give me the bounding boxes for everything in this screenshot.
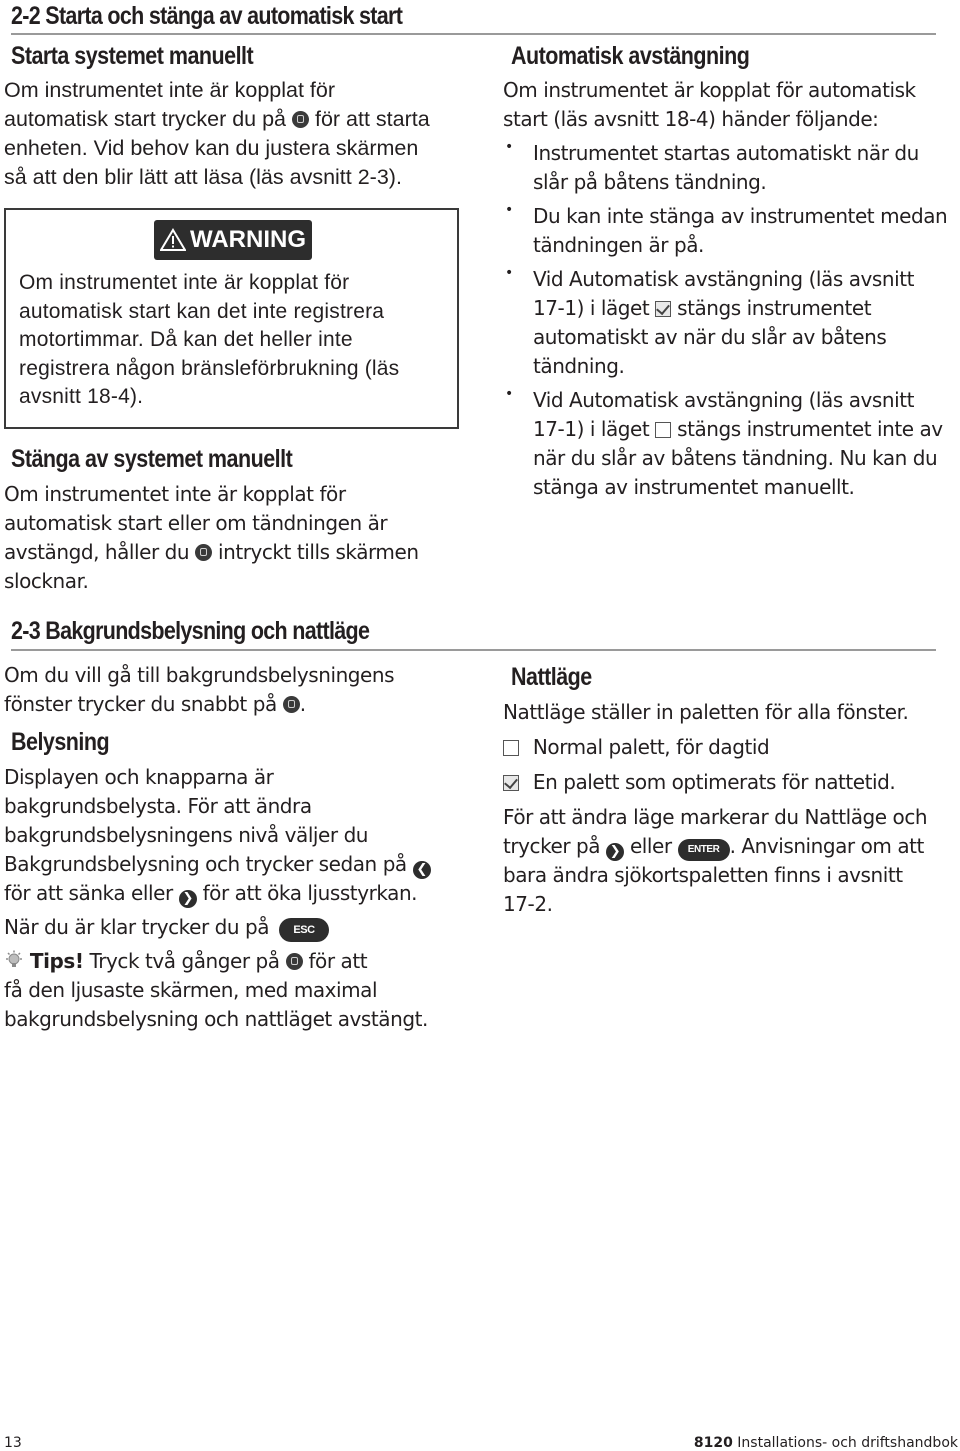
backlight-intro bbox=[4, 661, 474, 719]
text-line: motortimmar. Då kan det heller inte bbox=[19, 328, 353, 351]
text-line bbox=[503, 832, 958, 861]
text-line: Om du vill gå till bakgrundsbelysningens bbox=[4, 663, 395, 687]
text-line bbox=[533, 294, 958, 323]
text-span: Bakgrundsbelysning och trycker sedan på bbox=[4, 852, 407, 876]
text-span: 17-1) i läget bbox=[533, 296, 650, 320]
text-span: . Anvisningar om att bbox=[729, 834, 924, 858]
text-span: intryckt tills skärmen bbox=[218, 540, 419, 564]
text-line: stänga av instrumentet manuellt. bbox=[533, 475, 855, 499]
backlight-heading: Belysning bbox=[11, 728, 110, 756]
list-item bbox=[503, 265, 958, 381]
text-line: • Vid Automatisk avstängning (läs avsnitt bbox=[533, 267, 914, 291]
text-line: tändning. bbox=[533, 354, 625, 378]
list-item bbox=[503, 386, 958, 502]
manual-start-text bbox=[4, 76, 474, 192]
checkbox-unchecked-icon bbox=[655, 422, 671, 438]
list-item bbox=[503, 202, 958, 260]
text-line: Om instrumentet inte är kopplat för bbox=[4, 482, 346, 506]
enter-button-icon: ENTER bbox=[678, 839, 730, 861]
lightbulb-icon bbox=[4, 949, 24, 967]
manual-stop-heading: Stänga av systemet manuellt bbox=[11, 445, 293, 473]
text-line: Om instrumentet är kopplat för automatisk bbox=[503, 78, 916, 102]
text-span: stängs instrumentet inte av bbox=[677, 417, 943, 441]
tips-label: Tips! bbox=[29, 949, 84, 973]
text-line: avsnitt 18-4). bbox=[19, 385, 144, 408]
power-button-icon bbox=[286, 953, 303, 970]
text-span: För att ändra bbox=[187, 794, 312, 818]
manual-footer bbox=[694, 1435, 958, 1451]
text-line bbox=[4, 850, 474, 879]
text-line bbox=[503, 733, 958, 762]
esc-button-icon: ESC bbox=[279, 918, 329, 942]
text-line: 17-2. bbox=[503, 892, 553, 916]
warning-triangle-icon bbox=[160, 228, 186, 252]
checkbox-checked-icon bbox=[655, 301, 671, 317]
text-line: när du slår av båtens tändning. Nu kan du bbox=[533, 446, 938, 470]
text-line: automatisk start eller om tändningen är bbox=[4, 511, 388, 535]
page-number: 13 bbox=[4, 1435, 22, 1451]
text-span: för att bbox=[308, 949, 368, 973]
text-span: bakgrundsbelysta. bbox=[4, 794, 182, 818]
text-line bbox=[533, 415, 958, 444]
checkbox-checked-icon bbox=[503, 775, 519, 791]
text-line bbox=[4, 105, 474, 134]
text-line: slocknar. bbox=[4, 569, 89, 593]
text-line: registrera någon bränsleförbrukning (läs bbox=[19, 356, 400, 380]
text-line: bakgrundsbelysning och nattläget avstängt. bbox=[4, 1007, 428, 1031]
text-span: Tryck två gånger på bbox=[89, 949, 280, 973]
text-span: fönster trycker du snabbt på bbox=[4, 692, 277, 716]
text-span: 17-1) i läget bbox=[533, 417, 650, 441]
right-arrow-button-icon: ❯ bbox=[606, 843, 624, 861]
text-line: bakgrundsbelysningens nivå väljer du bbox=[4, 823, 369, 847]
text-line: • Instrumentet startas automatiskt när du bbox=[533, 141, 919, 165]
text-span: avstängd, håller du bbox=[4, 540, 190, 564]
text-line: få den ljusaste skärmen, med maximal bbox=[4, 978, 378, 1002]
power-button-icon bbox=[195, 544, 212, 561]
text-line: Om instrumentet inte är kopplat för bbox=[4, 78, 336, 102]
text-line: bara ändra sjökortspaletten finns i avsnitt bbox=[503, 863, 903, 887]
text-line bbox=[503, 768, 958, 797]
text-line bbox=[4, 947, 474, 976]
power-button-icon bbox=[292, 111, 309, 128]
manual-title: Installations- och driftshandbok bbox=[737, 1435, 958, 1451]
text-line: automatisk start kan det inte registrera bbox=[19, 299, 385, 323]
text-line: enheten. Vid behov kan du justera skärmen bbox=[4, 136, 419, 160]
auto-off-heading: Automatisk avstängning bbox=[511, 42, 750, 70]
left-arrow-button-icon: ❮ bbox=[413, 861, 431, 879]
text-span: för att öka ljusstyrkan. bbox=[202, 881, 418, 905]
text-span: stängs instrumentet bbox=[677, 296, 872, 320]
text-line bbox=[4, 538, 474, 567]
checkbox-unchecked-icon bbox=[503, 740, 519, 756]
night-mode-text bbox=[503, 698, 958, 919]
warning-text bbox=[19, 269, 449, 412]
model-number: 8120 bbox=[693, 1435, 733, 1451]
warning-label: WARNING bbox=[190, 226, 306, 253]
text-line: Om instrumentet inte är kopplat för bbox=[19, 271, 350, 294]
section-2-2-title: 2-2 Starta och stänga av automatisk start bbox=[11, 2, 403, 30]
text-span: Normal palett, för dagtid bbox=[532, 735, 770, 759]
text-line: tändningen är på. bbox=[533, 233, 704, 257]
section-divider bbox=[11, 649, 936, 651]
text-line: Nattläge ställer in paletten för alla fönster. bbox=[503, 700, 909, 724]
text-line: slår på båtens tändning. bbox=[533, 170, 767, 194]
text-span: trycker på bbox=[503, 834, 601, 858]
night-mode-heading: Nattläge bbox=[511, 663, 592, 691]
text-span: automatisk start trycker du på bbox=[4, 107, 286, 131]
text-line: Displayen och knapparna är bbox=[4, 765, 274, 789]
warning-badge bbox=[154, 220, 312, 260]
text-line bbox=[4, 792, 474, 821]
text-span: för att sänka eller bbox=[4, 881, 173, 905]
backlight-text bbox=[4, 763, 474, 1034]
text-line bbox=[4, 690, 474, 719]
text-line bbox=[4, 913, 474, 942]
text-span: . bbox=[299, 692, 306, 716]
text-line: För att ändra läge markerar du Nattläge och bbox=[503, 805, 928, 829]
text-span: för att starta bbox=[314, 107, 430, 131]
text-line: så att den blir lätt att läsa (läs avsnitt 2-3). bbox=[4, 165, 402, 189]
text-line bbox=[4, 879, 474, 908]
text-span: När du är klar trycker du på bbox=[4, 915, 270, 939]
section-divider bbox=[11, 33, 936, 35]
section-2-3-title: 2-3 Bakgrundsbelysning och nattläge bbox=[11, 617, 370, 645]
auto-off-list bbox=[503, 139, 958, 502]
text-line: start (läs avsnitt 18-4) händer följande: bbox=[503, 107, 879, 131]
text-span: eller bbox=[629, 834, 672, 858]
manual-stop-text bbox=[4, 480, 474, 596]
list-item bbox=[503, 139, 958, 197]
text-line: • Du kan inte stänga av instrumentet medan bbox=[533, 204, 948, 228]
right-arrow-button-icon: ❯ bbox=[179, 890, 197, 908]
text-line: • Vid Automatisk avstängning (läs avsnitt bbox=[533, 388, 914, 412]
manual-start-heading: Starta systemet manuellt bbox=[11, 42, 254, 70]
auto-off-text bbox=[503, 76, 958, 502]
power-button-icon bbox=[283, 696, 300, 713]
text-span: En palett som optimerats för nattetid. bbox=[532, 770, 896, 794]
text-line: automatiskt av när du slår av båtens bbox=[533, 325, 887, 349]
